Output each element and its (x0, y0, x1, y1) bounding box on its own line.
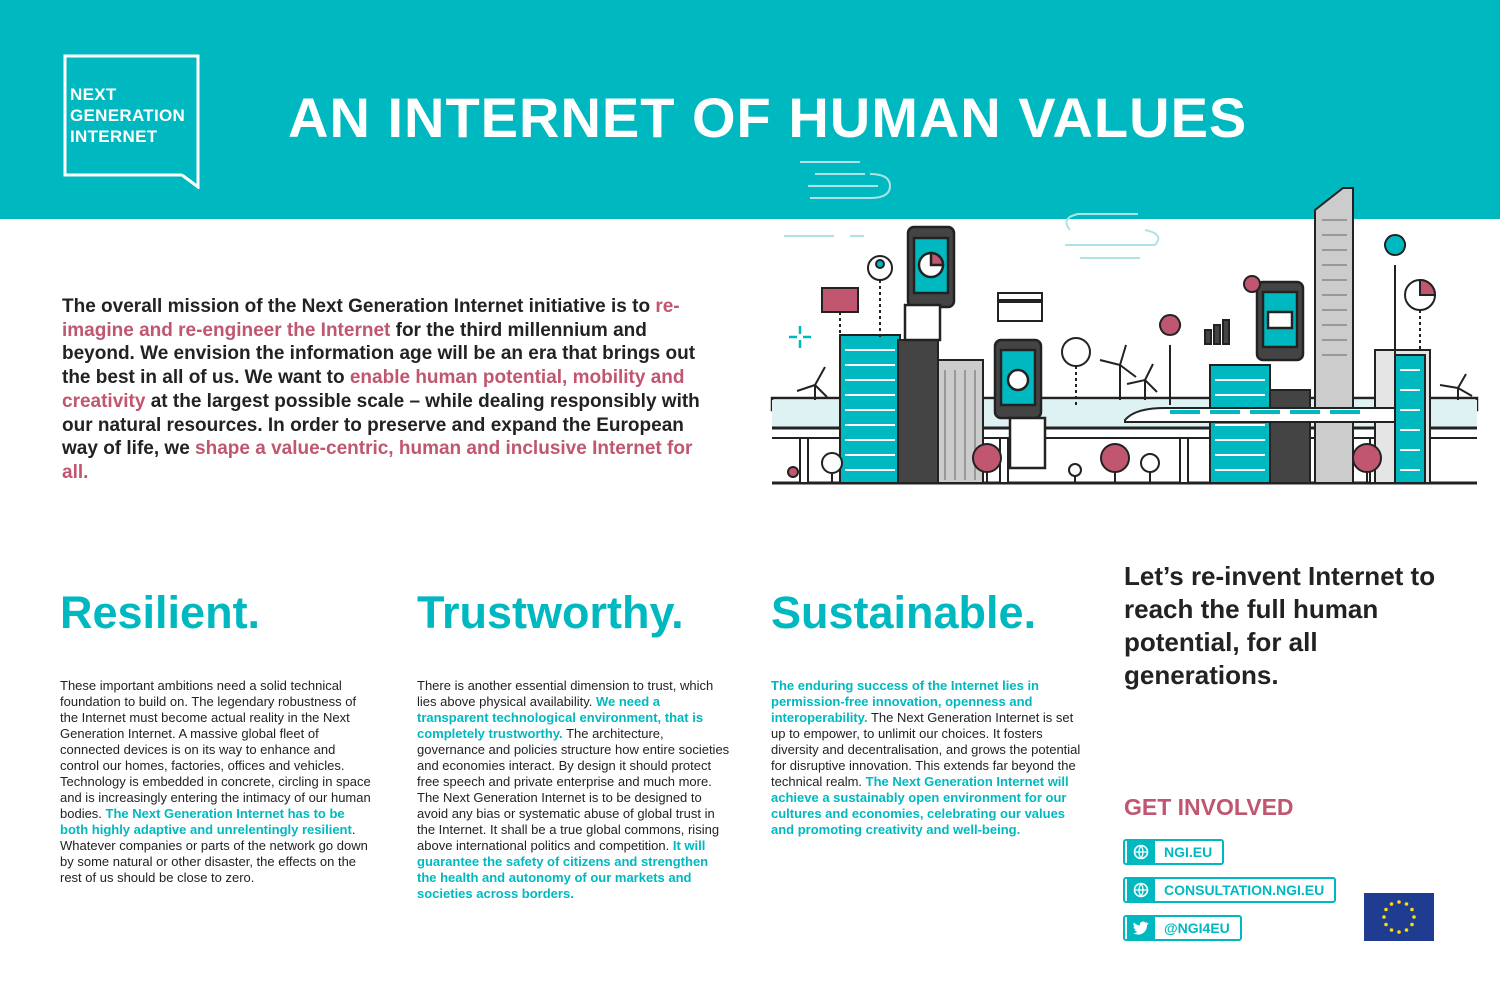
body-text: These important ambitions need a solid technical foundation to build on. The legendary robustness of the Internet must become actual reality in the Next Generation Internet. A massive global fleet of connected devices is on its way to enhance and control our homes, factories, offices and vehicles. Technology is embedded in concrete, circling in space and is increasingly entering the intimacy of our human bodies. (60, 678, 371, 821)
body-text: The Next Generation Internet is set up to empower, to unlimit our choices. It fosters diversity and decentralisation, and grows the potential for disruptive innovation. This extends far beyond the technical realm. (771, 710, 1081, 789)
eu-star-icon (1390, 902, 1394, 906)
eu-star-icon (1382, 915, 1386, 919)
body-highlight: It will guarantee the safety of citizens and strengthen the health and autonomy of our markets and societies across borders. (417, 838, 709, 901)
eu-star-icon (1405, 902, 1409, 906)
reinvent-statement: Let’s re-invent Internet to reach the full human potential, for all generations. (1124, 561, 1436, 690)
link-twitter[interactable] (1123, 915, 1242, 941)
body-text: . Whatever companies or parts of the network go down by some natural or other disaster, the effects on the rest of us should be close to zero. (60, 822, 368, 885)
logo (70, 84, 185, 147)
body-text: The architecture, governance and policies structure how entire societies and economies interact. By design it should protect free speech and private enterprise and much more. The Next Generation Internet is to be designed to avoid any bias or systematic abuse of global trust in the Internet. It shall be a true global commons, rising above international politics and competition. (417, 726, 730, 853)
eu-star-icon (1405, 928, 1409, 932)
eu-star-icon (1390, 928, 1394, 932)
eu-star-icon (1384, 908, 1388, 912)
cloud-icon (784, 162, 1158, 258)
text-trustworthy (417, 678, 731, 902)
page-title: AN INTERNET OF HUMAN VALUES (288, 86, 1248, 149)
body-text: There is another essential dimension to trust, which lies above physical availability. (417, 678, 714, 709)
eu-flag-icon (1364, 893, 1434, 941)
mission-statement (62, 295, 722, 485)
logo-line: NEXT (70, 85, 117, 104)
mission-highlight: shape a value-centric, human and inclusive Internet for all. (62, 438, 693, 483)
mission-text: The overall mission of the Next Generation Internet initiative is to (62, 296, 656, 317)
eu-star-icon (1412, 915, 1416, 919)
twitter-icon (1127, 917, 1155, 939)
heading-trustworthy: Trustworthy. (417, 587, 684, 638)
mission-text: for the third millennium and beyond. We envision the information age will be an era that brings out the best in all of us. We want to (62, 319, 696, 389)
link-ngi-eu[interactable] (1123, 839, 1224, 865)
logo-line: GENERATION (70, 106, 186, 125)
link-label: @NGI4EU (1164, 920, 1230, 936)
link-consultation[interactable] (1123, 877, 1336, 903)
logo-line: INTERNET (70, 127, 158, 146)
eu-star-icon (1384, 923, 1388, 927)
body-highlight: The Next Generation Internet will achieve a sustainably open environment for our cultures and economies, celebrating our values and promoting creativity and well-being. (771, 774, 1069, 837)
globe-icon (1127, 879, 1155, 901)
eu-star-icon (1397, 900, 1401, 904)
link-label: CONSULTATION.NGI.EU (1164, 882, 1325, 898)
body-highlight: We need a transparent technological environment, that is completely trustworthy. (417, 694, 704, 741)
heading-resilient: Resilient. (60, 587, 261, 638)
mission-text: at the largest possible scale – while dealing responsibly with our natural resources. In order to preserve and expand the European way of life, we (62, 390, 700, 460)
text-sustainable (771, 678, 1089, 838)
mission-highlight: enable human potential, mobility and creativity (62, 367, 685, 412)
text-resilient (60, 678, 376, 886)
get-involved-heading: GET INVOLVED (1124, 794, 1294, 820)
eu-star-icon (1410, 908, 1414, 912)
globe-icon (1127, 841, 1155, 863)
eu-star-icon (1410, 923, 1414, 927)
body-highlight: The Next Generation Internet has to be both highly adaptive and unrelentingly resilient (60, 806, 352, 837)
link-label: NGI.EU (1164, 844, 1213, 860)
body-highlight: The enduring success of the Internet lies in permission-free innovation, openness and interoperability. (771, 678, 1039, 725)
heading-sustainable: Sustainable. (771, 587, 1037, 638)
mission-highlight: re-imagine and re-engineer the Internet (62, 296, 680, 341)
eu-star-icon (1397, 930, 1401, 934)
city-illustration (770, 150, 1480, 490)
